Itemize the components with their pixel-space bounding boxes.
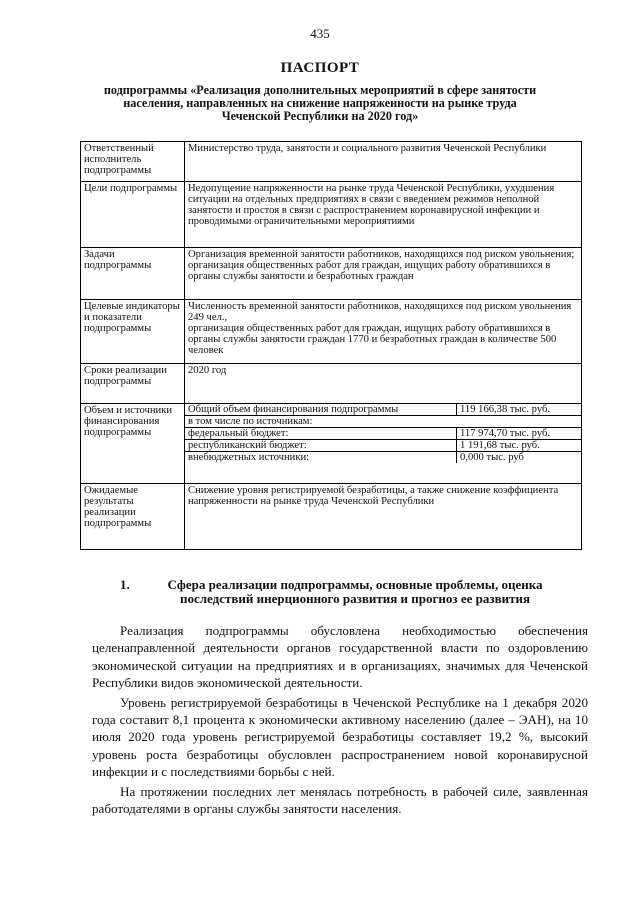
funding-republic-row	[185, 440, 581, 452]
page-number: 435	[310, 26, 330, 41]
section-heading	[120, 578, 570, 606]
indicators-label: Целевые индикаторы и показатели подпрограммы	[81, 300, 185, 364]
results-value: Снижение уровня регистрируемой безработицы, а также снижение коэффициента напряженности на рынке труда Чеченской Республики	[185, 484, 582, 550]
executor-value: Министерство труда, занятости и социального развития Чеченской Республики	[185, 142, 582, 182]
row-funding	[81, 404, 582, 484]
section-title: Сфера реализации подпрограммы, основные проблемы, оценка последствий инерционного развития и прогноз ее развития	[167, 577, 543, 606]
row-indicators	[81, 300, 582, 364]
executor-label: Ответственный исполнитель подпрограммы	[81, 142, 185, 182]
funding-total-row	[185, 404, 581, 416]
tasks-line-2: организация общественных работ для граждан, ищущих работу обратившихся в органы службы занятости и безработных граждан	[188, 260, 551, 282]
row-goals	[81, 182, 582, 248]
funding-offbudget-row	[185, 452, 581, 464]
funding-offbudget-label: внебюджетных источники:	[185, 452, 457, 464]
terms-label: Сроки реализации подпрограммы	[81, 364, 185, 404]
funding-value	[185, 404, 582, 484]
funding-republic-label: республиканский бюджет:	[185, 440, 457, 452]
document-subtitle: подпрограммы «Реализация дополнительных мероприятий в сфере занятости населения, направленных на снижение напряженности на рынке труда Чеченской Республики на 2020 год»	[103, 83, 537, 123]
tasks-line-1: Организация временной занятости работников, находящихся под риском увольнения;	[188, 249, 575, 260]
funding-offbudget-value: 0,000 тыс. руб	[457, 452, 582, 464]
document-title: ПАСПОРТ	[280, 60, 360, 76]
body-text	[92, 622, 588, 817]
funding-federal-row	[185, 428, 581, 440]
funding-republic-value: 1 191,68 тыс. руб.	[457, 440, 582, 452]
funding-federal-label: федеральный бюджет:	[185, 428, 457, 440]
passport-table	[80, 141, 582, 550]
funding-table	[185, 404, 581, 463]
indicators-value	[185, 300, 582, 364]
results-label: Ожидаемые результаты реализации подпрограммы	[81, 484, 185, 550]
terms-value: 2020 год	[185, 364, 582, 404]
paragraph-2: Уровень регистрируемой безработицы в Чеченской Республике на 1 декабря 2020 года составит 8,1 процента к экономически активному населению (далее – ЭАН), на 10 июля 2020 года уровень регистрируемой безработицы составляет 19,2 %, высокий уровень роста безработицы обусловлен распространением новой коронавирусной инфекции и с последствиями борьбы с ней.	[92, 694, 588, 780]
funding-total-label: Общий объем финансирования подпрограммы	[185, 404, 457, 416]
funding-total-value: 119 166,38 тыс. руб.	[457, 404, 582, 416]
indicators-line-1: Численность временной занятости работников, находящихся под риском увольнения 249 чел.,	[188, 301, 572, 323]
row-tasks	[81, 248, 582, 300]
paragraph-3: На протяжении последних лет менялась потребность в рабочей силе, заявленная работодателями в органы службы занятости населения.	[92, 783, 588, 817]
goals-label: Цели подпрограммы	[81, 182, 185, 248]
tasks-label: Задачи подпрограммы	[81, 248, 185, 300]
row-terms	[81, 364, 582, 404]
row-results	[81, 484, 582, 550]
funding-label: Объем и источники финансирования подпрограммы	[81, 404, 185, 484]
funding-sources-label: в том числе по источникам:	[185, 416, 581, 428]
paragraph-1: Реализация подпрограммы обусловлена необходимостью обеспечения целенаправленной деятельности органов государственной власти по оздоровлению экономической ситуации на предприятиях и в организациях, значимых для Чеченской Республики видов экономической деятельности.	[92, 623, 588, 691]
goals-value: Недопущение напряженности на рынке труда Чеченской Республики, ухудшения ситуации на отдельных предприятиях в связи с введением режимов неполной занятости и простоя в связи с распространением коронавирусной инфекции и проводимыми ограничительными мероприятиями	[185, 182, 582, 248]
tasks-value	[185, 248, 582, 300]
indicators-line-2: организация общественных работ для граждан, ищущих работу обратившихся в органы службы занятости граждан 1770 и безработных граждан в количестве 500 человек	[188, 323, 557, 356]
funding-sources-row	[185, 416, 581, 428]
funding-federal-value: 117 974,70 тыс. руб.	[457, 428, 582, 440]
row-executor	[81, 142, 582, 182]
section-number: 1.	[120, 577, 130, 592]
